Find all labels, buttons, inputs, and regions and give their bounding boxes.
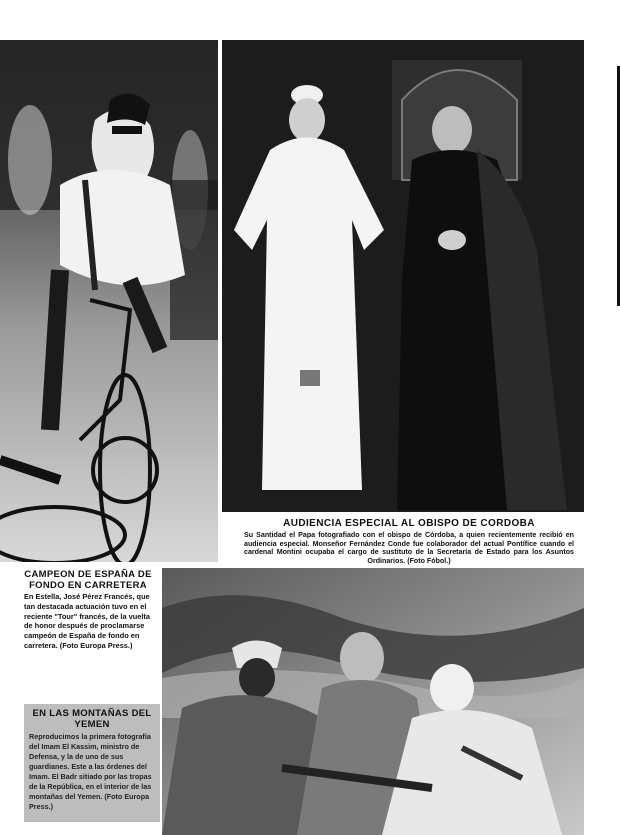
papal-audience-headline: AUDIENCIA ESPECIAL AL OBISPO DE CORDOBA [283,518,535,529]
yemen-body: Reproducimos la primera fotografía del Imam El Kassim, ministro de Defensa, y la de uno de sus guardianes. Este a las órdenes del Imam. El Badr sitiado por las tropas de la República, en el interior de las montañas del Yemen. (Foto Europa Press.) [29,732,152,811]
yemen-photo [162,568,584,835]
papal-audience-body: Su Santidad el Papa fotografiado con el obispo de Córdoba, a quien recientemente recibió en audiencia especial. Monseñor Fernández Conde fue colaborador del actual Pontífice cuando el cardenal Montini ocupaba el cargo de sustituto de la Secretaría de Estado para los Asuntos Ordinarios. (Foto Fóbol.) [244,531,574,565]
papal-audience-photo [222,40,584,512]
cyclist-headline: CAMPEON DE ESPAÑA DE FONDO EN CARRETERA [24,569,152,591]
cyclist-body: En Estella, José Pérez Francés, que tan destacada actuación tuvo en el reciente "Tour" francés, de la vuelta de honor después de proclamarse campeón de España de fondo en carretera. (Foto Europa Press.) [24,592,150,650]
yemen-caption-box [24,704,160,822]
papal-audience-caption [244,518,574,565]
yemen-headline: EN LAS MONTAÑAS DEL YEMEN [32,708,152,730]
cyclist-photo [0,40,218,562]
cyclist-caption [24,570,152,651]
